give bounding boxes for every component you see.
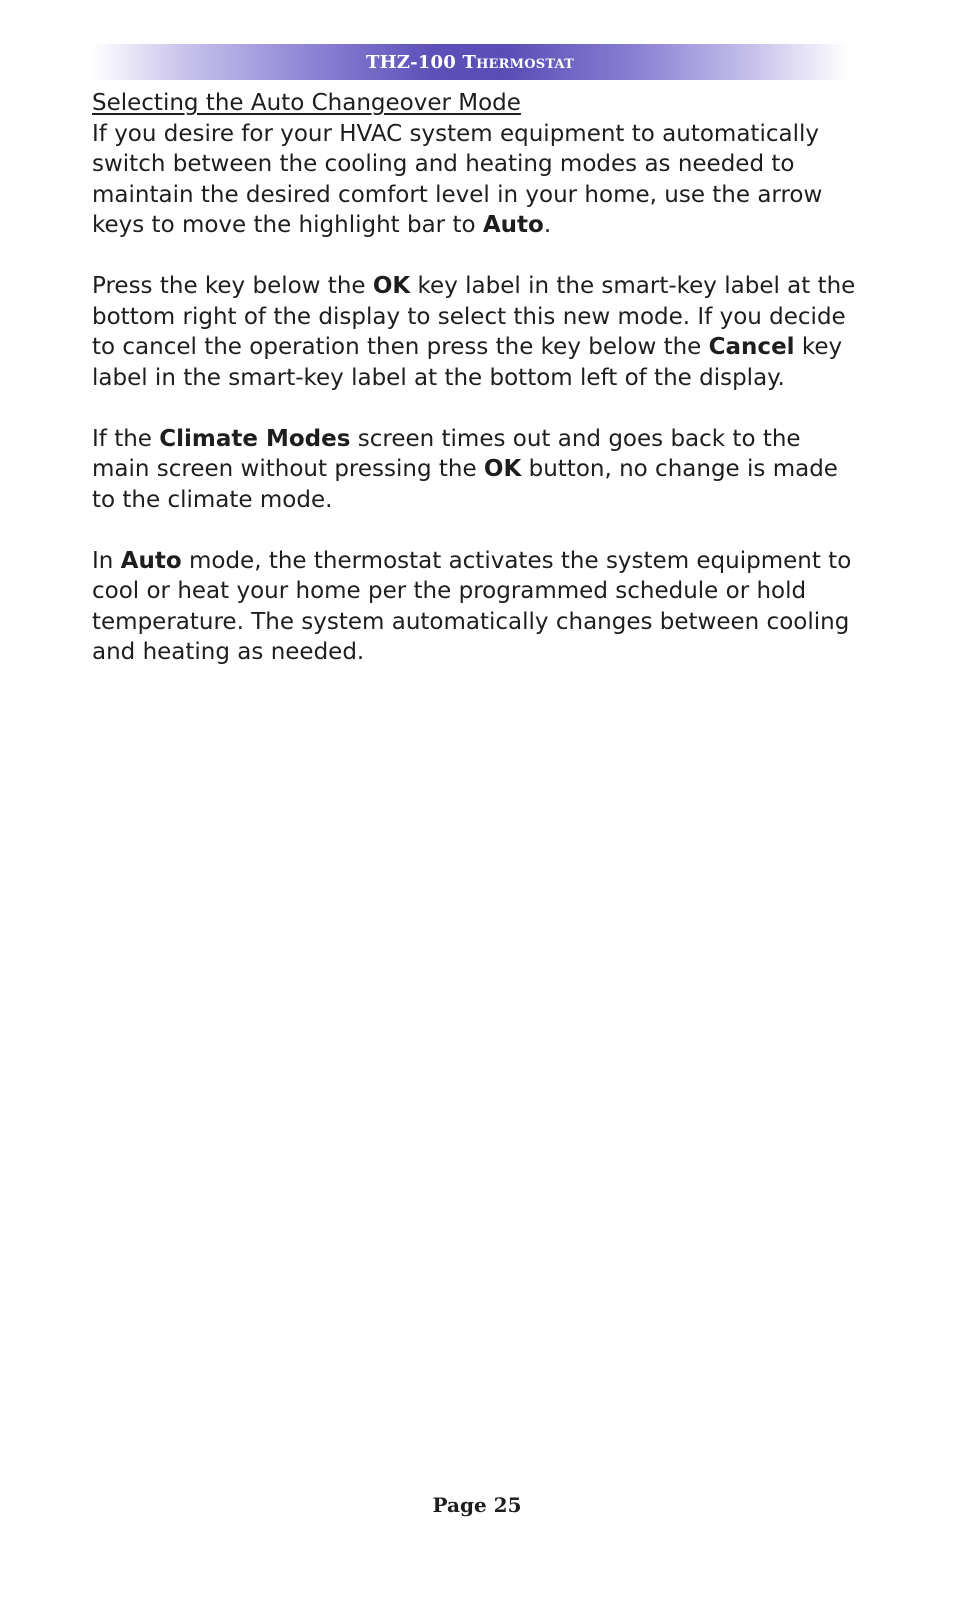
- header-title-sub: Thermostat: [462, 51, 574, 73]
- paragraph-text: .: [543, 212, 552, 238]
- keyword-auto: Auto: [120, 547, 182, 574]
- paragraph-ok-cancel: [92, 271, 862, 393]
- page-number: Page 25: [432, 1493, 522, 1517]
- header-title: [366, 52, 574, 73]
- section-heading: Selecting the Auto Changeover Mode: [92, 90, 521, 116]
- paragraph-text: Press the key below the: [92, 273, 373, 299]
- paragraph-text: key label in the smart-key label at the bottom left of the display.: [92, 334, 843, 391]
- keyword-ok: OK: [372, 273, 411, 299]
- keyword-climate-modes: Climate Modes: [159, 425, 351, 452]
- paragraph-auto-select: [92, 119, 862, 241]
- keyword-ok: OK: [483, 456, 522, 482]
- paragraph-text: screen times out and goes back to the main screen without pressing the: [92, 425, 801, 482]
- keyword-cancel: Cancel: [708, 334, 795, 360]
- paragraph-text: If you desire for your HVAC system equipment to automatically switch between the cooling and heating modes as needed to maintain the desired comfort level in your home, use the arrow keys to move the highlight bar to: [92, 120, 823, 238]
- paragraph-timeout: [92, 424, 862, 516]
- paragraph-text: In: [92, 547, 121, 574]
- header-bar: [92, 44, 848, 80]
- paragraph-text: mode, the thermostat activates the system equipment to cool or heat your home per the programmed schedule or hold temperature. The system automatically changes between cooling and heating as needed.: [92, 547, 852, 665]
- page-content: [92, 88, 862, 698]
- paragraph-text: If the: [92, 425, 160, 452]
- header-title-main: THZ-100: [366, 51, 456, 73]
- keyword-auto: Auto: [482, 212, 544, 238]
- paragraph-auto-mode: [92, 546, 862, 668]
- paragraph-text: key label in the smart-key label at the bottom right of the display to select this new mode. If you decide to cancel the operation then press the key below the: [92, 273, 856, 360]
- paragraph-text: button, no change is made to the climate mode.: [92, 456, 838, 513]
